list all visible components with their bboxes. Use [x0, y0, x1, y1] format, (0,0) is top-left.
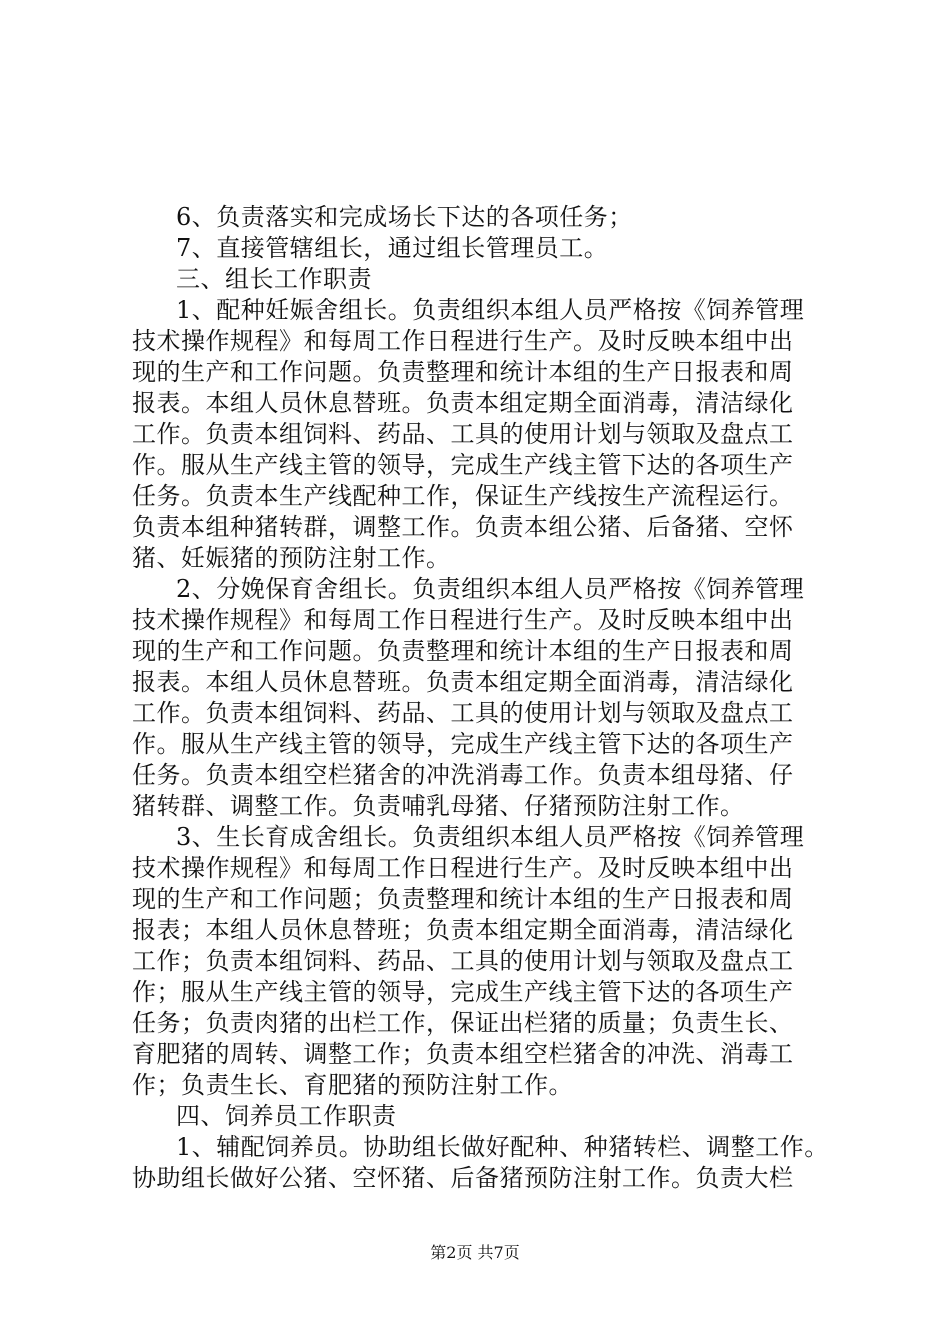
text-line: 现的生产和工作问题；负责整理和统计本组的生产日报表和周 — [132, 885, 794, 913]
text-line: 作；服从生产线主管的领导，完成生产线主管下达的各项生产 — [132, 978, 794, 1006]
text-line: 报表；本组人员休息替班；负责本组定期全面消毒，清洁绿化 — [132, 916, 794, 944]
text-line: 报表。本组人员休息替班。负责本组定期全面消毒，清洁绿化 — [132, 389, 794, 417]
text-line: 协助组长做好公猪、空怀猪、后备猪预防注射工作。负责大栏 — [132, 1164, 794, 1192]
text-line: 任务。负责本组空栏猪舍的冲洗消毒工作。负责本组母猪、仔 — [132, 761, 794, 789]
text-line: 工作。负责本组饲料、药品、工具的使用计划与领取及盘点工 — [132, 420, 794, 448]
text-line: 猪转群、调整工作。负责哺乳母猪、仔猪预防注射工作。 — [132, 792, 745, 820]
page-number: 第2页 共7页 — [430, 1243, 520, 1262]
text-line: 1、辅配饲养员。协助组长做好配种、种猪转栏、调整工作。 — [176, 1133, 829, 1161]
text-line: 现的生产和工作问题。负责整理和统计本组的生产日报表和周 — [132, 637, 794, 665]
text-line: 7、直接管辖组长，通过组长管理员工。 — [176, 234, 609, 262]
text-line: 作。服从生产线主管的领导，完成生产线主管下达的各项生产 — [132, 730, 794, 758]
text-line: 6、负责落实和完成场长下达的各项任务； — [176, 203, 633, 231]
text-line: 育肥猪的周转、调整工作；负责本组空栏猪舍的冲洗、消毒工 — [132, 1040, 794, 1068]
text-line: 负责本组种猪转群，调整工作。负责本组公猪、后备猪、空怀 — [132, 513, 794, 541]
text-line: 猪、妊娠猪的预防注射工作。 — [132, 544, 451, 572]
text-line: 报表。本组人员休息替班。负责本组定期全面消毒，清洁绿化 — [132, 668, 794, 696]
text-line: 现的生产和工作问题。负责整理和统计本组的生产日报表和周 — [132, 358, 794, 386]
document-body — [132, 202, 832, 1194]
text-line: 工作。负责本组饲料、药品、工具的使用计划与领取及盘点工 — [132, 699, 794, 727]
text-line: 作；负责生长、育肥猪的预防注射工作。 — [132, 1071, 573, 1099]
text-line: 2、分娩保育舍组长。负责组织本组人员严格按《饲养管理 — [176, 575, 805, 603]
text-line: 作。服从生产线主管的领导，完成生产线主管下达的各项生产 — [132, 451, 794, 479]
text-line: 3、生长育成舍组长。负责组织本组人员严格按《饲养管理 — [176, 823, 805, 851]
text-line: 技术操作规程》和每周工作日程进行生产。及时反映本组中出 — [132, 327, 794, 355]
text-line: 任务。负责本生产线配种工作，保证生产线按生产流程运行。 — [132, 482, 794, 510]
text-line: 1、配种妊娠舍组长。负责组织本组人员严格按《饲养管理 — [176, 296, 805, 324]
text-line: 技术操作规程》和每周工作日程进行生产。及时反映本组中出 — [132, 854, 794, 882]
text-line: 任务；负责肉猪的出栏工作，保证出栏猪的质量；负责生长、 — [132, 1009, 794, 1037]
text-line: 工作；负责本组饲料、药品、工具的使用计划与领取及盘点工 — [132, 947, 794, 975]
section-heading: 三、组长工作职责 — [176, 265, 372, 293]
section-heading: 四、饲养员工作职责 — [176, 1102, 397, 1130]
text-line: 技术操作规程》和每周工作日程进行生产。及时反映本组中出 — [132, 606, 794, 634]
